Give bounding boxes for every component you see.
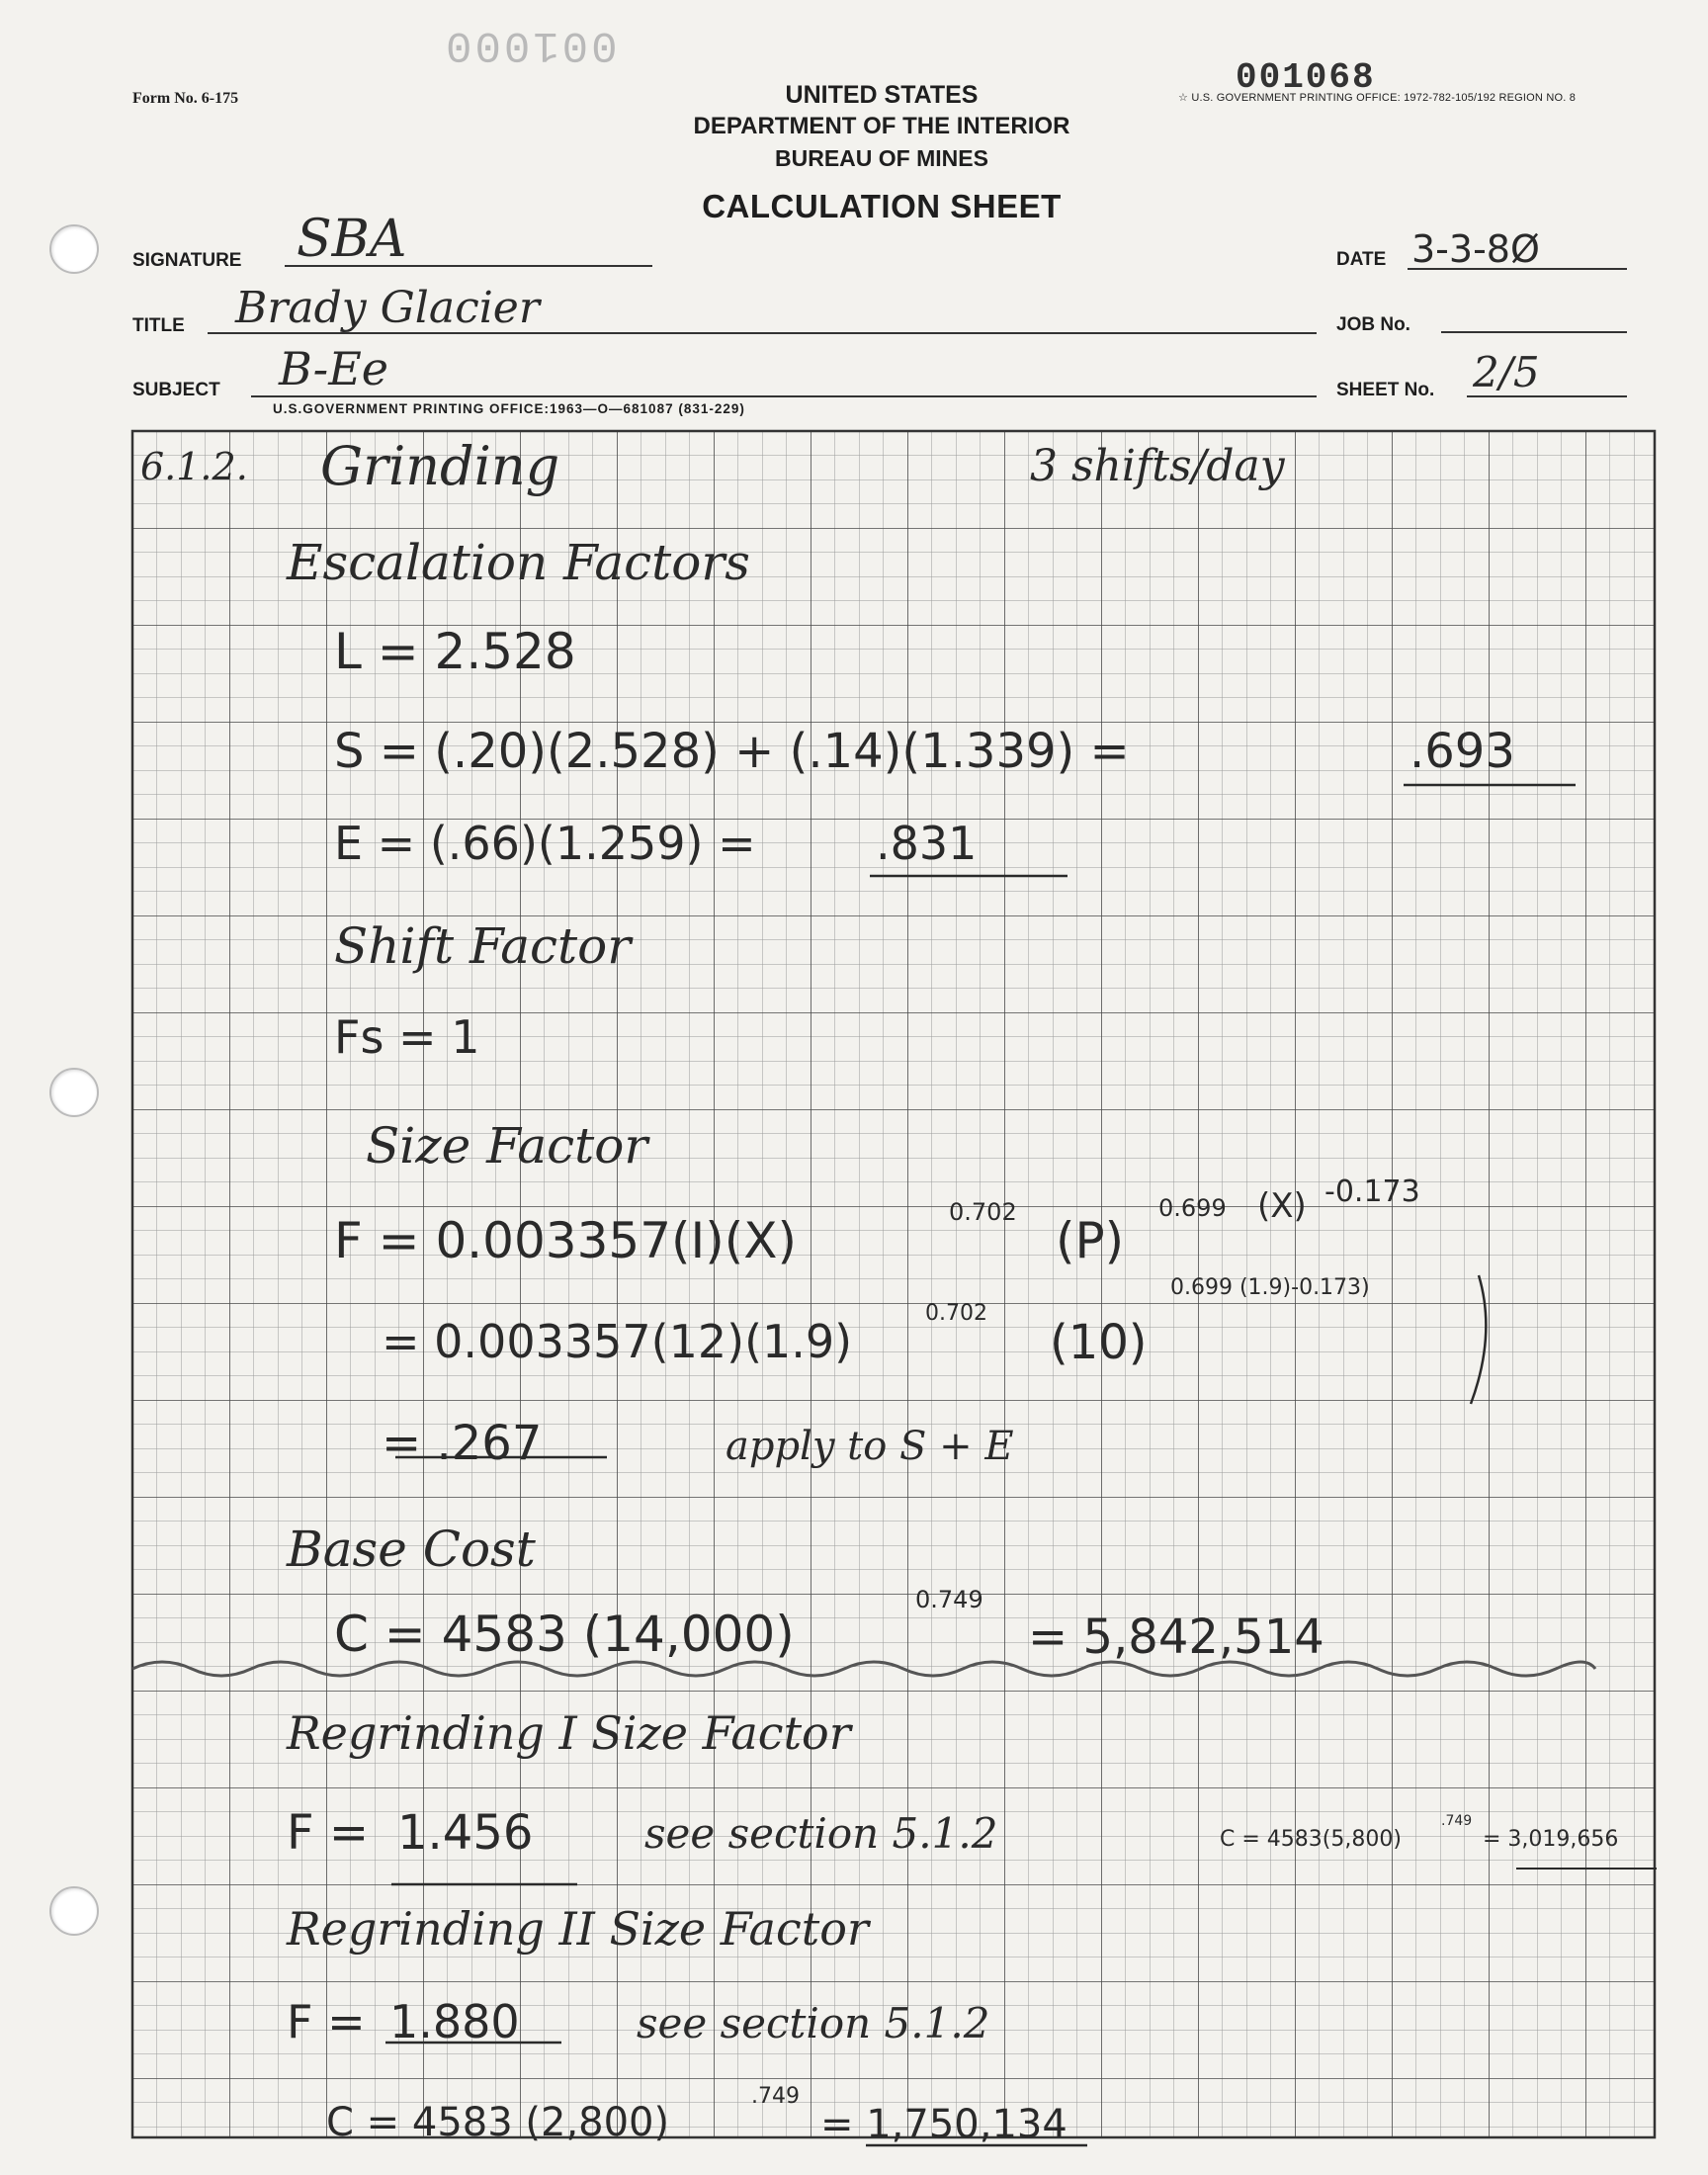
s-result: .693 xyxy=(1409,724,1515,779)
faint-stamp-number: 001000 xyxy=(443,20,618,69)
sheet-label: SHEET No. xyxy=(1336,380,1435,400)
grinding-heading: Grinding xyxy=(320,435,560,497)
size-factor-heading: Size Factor xyxy=(366,1117,648,1174)
c-exponent: 0.749 xyxy=(915,1586,983,1613)
f-sub-exponent-2: 0.699 (1.9)-0.173) xyxy=(1170,1275,1370,1300)
f-sub-exponent-1: 0.702 xyxy=(925,1301,987,1326)
c2-exponent: .749 xyxy=(751,2084,800,2109)
l-line: L = 2.528 xyxy=(334,623,576,680)
sheet-value: 2/5 xyxy=(1473,348,1540,396)
shift-factor-heading: Shift Factor xyxy=(334,917,632,975)
sheet-title: CALCULATION SHEET xyxy=(702,188,1062,224)
f-exponent-2: 0.699 xyxy=(1158,1194,1227,1222)
regrinding-2-f-value: 1.880 xyxy=(389,1995,520,2048)
job-label: JOB No. xyxy=(1336,314,1410,335)
gpo-imprint-top: ☆ U.S. GOVERNMENT PRINTING OFFICE: 1972-782-105/192 REGION NO. 8 xyxy=(1178,92,1577,104)
c2-line: C = 4583 (2,800) xyxy=(326,2100,670,2145)
f-substitution: = 0.003357(12)(1.9) xyxy=(382,1315,853,1368)
agency-department: DEPARTMENT OF THE INTERIOR xyxy=(693,113,1070,139)
agency-united-states: UNITED STATES xyxy=(785,81,979,109)
form-number: Form No. 6-175 xyxy=(132,90,239,107)
regrinding-2-heading: Regrinding II Size Factor xyxy=(287,1902,869,1956)
e-line: E = (.66)(1.259) = xyxy=(334,817,756,870)
f-apply-note: apply to S + E xyxy=(726,1424,1014,1469)
title-value: Brady Glacier xyxy=(235,283,540,333)
regrinding-2-f-label: F = xyxy=(287,1995,366,2048)
f-sub-p: (10) xyxy=(1050,1315,1148,1370)
regrinding-1-f-label: F = xyxy=(287,1805,370,1861)
fs-line: Fs = 1 xyxy=(334,1010,480,1064)
signature-value: SBA xyxy=(297,210,407,269)
c2-result: = 1,750,134 xyxy=(820,2102,1068,2147)
regrinding-1-f-value: 1.456 xyxy=(397,1805,534,1861)
f-exponent-3: -0.173 xyxy=(1324,1174,1420,1209)
c-result: = 5,842,514 xyxy=(1028,1610,1324,1665)
gpo-imprint-middle: U.S.GOVERNMENT PRINTING OFFICE:1963—O—681087 (831-229) xyxy=(273,401,745,416)
regrinding-1-cost: C = 4583(5,800) xyxy=(1220,1827,1402,1852)
f-p: (P) xyxy=(1056,1212,1125,1269)
e-result: .831 xyxy=(876,817,978,870)
s-line: S = (.20)(2.528) + (.14)(1.339) = xyxy=(334,724,1130,779)
title-label: TITLE xyxy=(132,315,185,336)
f-exponent-1: 0.702 xyxy=(949,1198,1017,1226)
regrinding-1-cost-result: = 3,019,656 xyxy=(1483,1827,1619,1852)
f-formula: F = 0.003357(I)(X) xyxy=(334,1212,798,1269)
subject-value: B-Ee xyxy=(279,342,389,395)
shifts-per-day: 3 shifts/day xyxy=(1030,441,1285,491)
section-number: 6.1.2. xyxy=(140,445,248,488)
date-value: 3-3-8Ø xyxy=(1411,227,1540,271)
regrinding-1-heading: Regrinding I Size Factor xyxy=(287,1706,851,1760)
c-line: C = 4583 (14,000) xyxy=(334,1606,795,1663)
base-cost-heading: Base Cost xyxy=(287,1521,536,1578)
signature-label: SIGNATURE xyxy=(132,250,242,271)
f-result: = .267 xyxy=(382,1416,543,1471)
regrinding-1-cost-exponent: .749 xyxy=(1441,1813,1473,1829)
document-number-stamp: 001068 xyxy=(1236,57,1376,98)
f-x: (X) xyxy=(1257,1186,1307,1226)
regrinding-2-reference: see section 5.1.2 xyxy=(637,1999,990,2047)
escalation-heading: Escalation Factors xyxy=(287,534,750,591)
date-label: DATE xyxy=(1336,249,1387,270)
agency-bureau: BUREAU OF MINES xyxy=(775,145,988,171)
regrinding-1-reference: see section 5.1.2 xyxy=(644,1809,998,1858)
subject-label: SUBJECT xyxy=(132,380,220,400)
